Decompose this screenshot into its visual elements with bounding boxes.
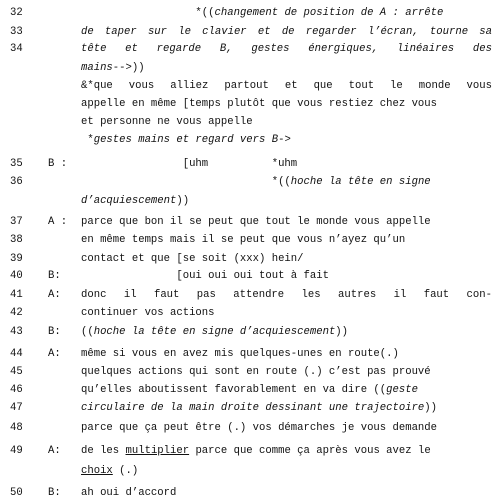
speech-text: [oui oui oui tout à fait xyxy=(81,270,329,282)
speech-text: en même temps mais il se peut que vous n’ayez qu’un xyxy=(81,234,406,246)
speaker-label: B : xyxy=(48,158,68,170)
speech-text: )) xyxy=(335,326,349,338)
utterance-text xyxy=(81,324,492,340)
transcript-line xyxy=(0,324,500,340)
transcript-line xyxy=(0,463,500,479)
utterance-text xyxy=(81,364,492,380)
utterance-text xyxy=(81,214,492,230)
transcript-line xyxy=(0,251,500,267)
line-number: 49 xyxy=(10,445,23,457)
utterance-text xyxy=(81,5,492,21)
utterance-text xyxy=(81,287,492,303)
transcript-line xyxy=(0,364,500,380)
line-number: 38 xyxy=(10,234,23,246)
utterance-text xyxy=(81,382,492,398)
speech-text: et personne ne vous appelle xyxy=(81,116,253,128)
utterance-text xyxy=(81,232,492,248)
line-number: 48 xyxy=(10,422,23,434)
line-number: 45 xyxy=(10,366,23,378)
speech-text: &*que vous alliez partout et que tout le monde vous xyxy=(81,80,492,92)
speech-text: parce que ça peut être (.) vos démarches je vous demande xyxy=(81,422,438,434)
transcript-line xyxy=(0,156,500,172)
utterance-text xyxy=(81,41,492,57)
speech-text: *(( xyxy=(81,176,291,188)
speech-text: choix xyxy=(81,465,113,477)
line-number: 36 xyxy=(10,176,23,188)
utterance-text xyxy=(81,78,492,94)
transcript-line xyxy=(0,382,500,398)
transcript-line xyxy=(0,232,500,248)
utterance-text xyxy=(81,24,492,40)
annotation-text: circulaire de la main droite dessinant une trajectoire xyxy=(81,402,425,414)
line-number: 42 xyxy=(10,307,23,319)
speech-text: parce que comme ça après vous avez le xyxy=(189,445,431,457)
speech-text: appelle en même [temps plutôt que vous restiez chez vous xyxy=(81,98,438,110)
line-number: 43 xyxy=(10,326,23,338)
transcript-line xyxy=(0,5,500,21)
utterance-text xyxy=(81,132,492,148)
speech-text: continuer vos actions xyxy=(81,307,215,319)
transcript-line xyxy=(0,96,500,112)
utterance-text xyxy=(81,96,492,112)
speech-text: (.) xyxy=(112,465,139,477)
transcript-line xyxy=(0,41,500,57)
speech-text: multiplier xyxy=(125,445,190,457)
line-number: 32 xyxy=(10,7,23,19)
speaker-label: B: xyxy=(48,270,61,282)
speech-text: de les xyxy=(81,445,126,457)
annotation-text: de taper sur le clavier et de regarder l’écran, tourne sa xyxy=(81,26,492,38)
annotation-text: gestes mains et regard vers B xyxy=(93,134,279,146)
speech-text: )) xyxy=(424,402,438,414)
speech-text: *(( xyxy=(81,7,215,19)
speaker-label: A: xyxy=(48,348,61,360)
utterance-text xyxy=(81,346,492,362)
utterance-text xyxy=(81,193,492,209)
line-number: 35 xyxy=(10,158,23,170)
transcript-line xyxy=(0,214,500,230)
transcript-line xyxy=(0,485,500,501)
utterance-text xyxy=(81,156,492,172)
speech-text: -> xyxy=(278,134,291,146)
line-number: 44 xyxy=(10,348,23,360)
speech-text: [uhm *uhm xyxy=(81,158,298,170)
utterance-text xyxy=(81,251,492,267)
transcript-line xyxy=(0,420,500,436)
speech-text: même si vous en avez mis quelques-unes en route(.) xyxy=(81,348,399,360)
transcript-line xyxy=(0,305,500,321)
annotation-text: hoche la tête en signe xyxy=(290,176,431,188)
transcript-line xyxy=(0,24,500,40)
speech-text: (( xyxy=(81,326,94,338)
annotation-text: tête et regarde B, gestes énergiques, linéaires des xyxy=(81,43,492,55)
speaker-label: A : xyxy=(48,216,68,228)
transcript-line xyxy=(0,78,500,94)
transcript-line xyxy=(0,114,500,130)
line-number: 46 xyxy=(10,384,23,396)
utterance-text xyxy=(81,485,492,501)
annotation-text: geste xyxy=(386,384,418,396)
annotation-text: changement de position de A : arrête xyxy=(214,7,444,19)
annotation-text: d’acquiescement xyxy=(81,195,177,207)
speech-text: * xyxy=(81,134,94,146)
transcript-line xyxy=(0,287,500,303)
transcript-line xyxy=(0,400,500,416)
utterance-text xyxy=(81,443,492,459)
utterance-text xyxy=(81,114,492,130)
line-number: 34 xyxy=(10,43,23,55)
utterance-text xyxy=(81,268,492,284)
speaker-label: B: xyxy=(48,487,61,499)
speech-text: parce que bon il se peut que tout le monde vous appelle xyxy=(81,216,431,228)
speech-text: )) xyxy=(176,195,190,207)
line-number: 33 xyxy=(10,26,23,38)
speaker-label: A: xyxy=(48,445,61,457)
utterance-text xyxy=(81,420,492,436)
line-number: 40 xyxy=(10,270,23,282)
line-number: 41 xyxy=(10,289,23,301)
annotation-text: hoche la tête en signe d’acquiescement xyxy=(93,326,336,338)
transcript-line xyxy=(0,346,500,362)
line-number: 37 xyxy=(10,216,23,228)
speech-text: qu’elles aboutissent favorablement en va dire (( xyxy=(81,384,387,396)
transcript-line xyxy=(0,174,500,190)
line-number: 39 xyxy=(10,253,23,265)
transcript-line xyxy=(0,193,500,209)
utterance-text xyxy=(81,463,492,479)
speech-text: donc il faut pas attendre les autres il faut con- xyxy=(81,289,492,301)
speaker-label: A: xyxy=(48,289,61,301)
annotation-text: mains xyxy=(81,62,113,74)
utterance-text xyxy=(81,400,492,416)
speech-text: ah oui d’accord xyxy=(81,487,177,499)
transcript-line xyxy=(0,60,500,76)
speech-text: -->)) xyxy=(112,62,145,74)
speech-text: quelques actions qui sont en route (.) c’est pas prouvé xyxy=(81,366,431,378)
line-number: 47 xyxy=(10,402,23,414)
line-number: 50 xyxy=(10,487,23,499)
utterance-text xyxy=(81,60,492,76)
utterance-text xyxy=(81,305,492,321)
speech-text: contact et que [se soit (xxx) hein/ xyxy=(81,253,304,265)
transcript-line xyxy=(0,132,500,148)
transcript-line xyxy=(0,268,500,284)
speaker-label: B: xyxy=(48,326,61,338)
utterance-text xyxy=(81,174,492,190)
transcript-line xyxy=(0,443,500,459)
